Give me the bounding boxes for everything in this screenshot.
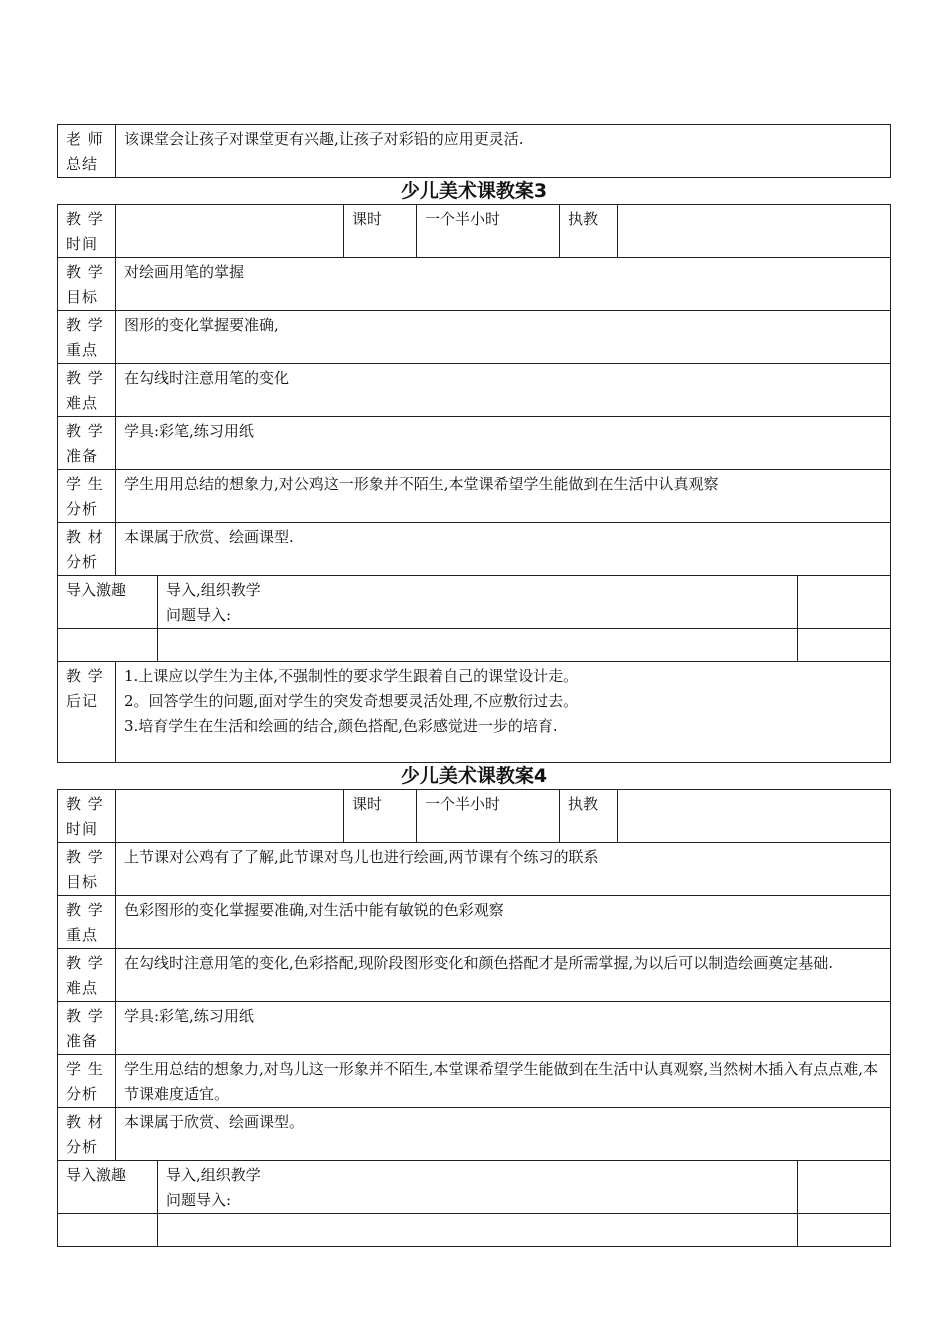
- plan3-table: [57, 204, 891, 576]
- plan4-title: 少儿美术课教案4: [400, 765, 548, 787]
- plan4-prep: 学具:彩笔,练习用纸: [116, 1002, 891, 1055]
- summary-text: 该课堂会让孩子对课堂更有兴趣,让孩子对彩铅的应用更灵活.: [116, 125, 891, 178]
- plan4-diff-label: 教 学 难点: [58, 949, 116, 1002]
- plan3-student: 学生用用总结的想象力,对公鸡这一形象并不陌生,本堂课希望学生能做到在生活中认真观察: [116, 470, 891, 523]
- plan3-time-value: [116, 205, 344, 258]
- plan3-after-line1: 1.上课应以学生为主体,不强制性的要求学生跟着自己的课堂设计走。: [124, 667, 579, 685]
- plan4-material: 本课属于欣赏、绘画课型。: [116, 1108, 891, 1161]
- plan4-intro-label: 导入激趣: [58, 1161, 158, 1214]
- plan3-after-line2: 2。回答学生的问题,面对学生的突发奇想要灵活处理,不应敷衍过去。: [124, 692, 579, 710]
- plan4-key: 色彩图形的变化掌握要准确,对生活中能有敏锐的色彩观察: [116, 896, 891, 949]
- document-page: [57, 124, 891, 1247]
- summary-label: 老 师 总结: [58, 125, 116, 178]
- plan4-intro-content: [158, 1161, 798, 1214]
- plan4-blank-cell-3: [798, 1214, 891, 1247]
- plan4-table: [57, 789, 891, 1161]
- plan4-student-label: 学 生 分析: [58, 1055, 116, 1108]
- plan3-blank-cell-1: [58, 629, 158, 662]
- plan4-intro-extra: [798, 1161, 891, 1214]
- plan4-teacher-value: [618, 790, 891, 843]
- plan3-teacher-label: 执教: [560, 205, 618, 258]
- plan4-goal: 上节课对公鸡有了了解,此节课对鸟儿也进行绘画,两节课有个练习的联系: [116, 843, 891, 896]
- plan4-time-label: 教 学 时间: [58, 790, 116, 843]
- plan4-key-label: 教 学 重点: [58, 896, 116, 949]
- plan3-intro-line2: 问题导入:: [166, 606, 232, 624]
- plan3-student-label: 学 生 分析: [58, 470, 116, 523]
- plan3-teacher-value: [618, 205, 891, 258]
- plan4-diff: 在勾线时注意用笔的变化,色彩搭配,现阶段图形变化和颜色搭配才是所需掌握,为以后可以制造绘画奠定基础.: [116, 949, 891, 1002]
- plan3-goal: 对绘画用笔的掌握: [116, 258, 891, 311]
- plan3-after-label: 教 学 后记: [58, 662, 116, 763]
- plan4-time-value: [116, 790, 344, 843]
- plan4-period-label: 课时: [344, 790, 417, 843]
- plan4-intro-line2: 问题导入:: [166, 1191, 232, 1209]
- plan4-material-label: 教 材 分析: [58, 1108, 116, 1161]
- plan3-material: 本课属于欣赏、绘画课型.: [116, 523, 891, 576]
- plan3-goal-label: 教 学 目标: [58, 258, 116, 311]
- plan3-time-label: 教 学 时间: [58, 205, 116, 258]
- plan3-intro-extra: [798, 576, 891, 629]
- plan3-intro-line1: 导入,组织教学: [166, 581, 261, 599]
- summary-table: [57, 124, 891, 178]
- plan3-intro-content: [158, 576, 798, 629]
- plan4-goal-label: 教 学 目标: [58, 843, 116, 896]
- plan3-diff: 在勾线时注意用笔的变化: [116, 364, 891, 417]
- plan4-teacher-label: 执教: [560, 790, 618, 843]
- plan3-prep: 学具:彩笔,练习用纸: [116, 417, 891, 470]
- plan3-blank-cell-3: [798, 629, 891, 662]
- plan4-period-value: 一个半小时: [417, 790, 560, 843]
- plan4-prep-label: 教 学 准备: [58, 1002, 116, 1055]
- plan4-student: 学生用总结的想象力,对鸟儿这一形象并不陌生,本堂课希望学生能做到在生活中认真观察,当然树木插入有点点难,本节课难度适宜。: [116, 1055, 891, 1108]
- plan3-blank-cell-2: [158, 629, 798, 662]
- plan3-after-content: [116, 662, 891, 763]
- plan3-title: 少儿美术课教案3: [400, 180, 548, 202]
- plan3-key-label: 教 学 重点: [58, 311, 116, 364]
- plan3-key: 图形的变化掌握要准确,: [116, 311, 891, 364]
- plan3-period-value: 一个半小时: [417, 205, 560, 258]
- plan3-after-table: [57, 661, 891, 763]
- plan3-material-label: 教 材 分析: [58, 523, 116, 576]
- plan4-intro-line1: 导入,组织教学: [166, 1166, 261, 1184]
- plan3-diff-label: 教 学 难点: [58, 364, 116, 417]
- plan4-blank-cell-1: [58, 1214, 158, 1247]
- plan3-prep-label: 教 学 准备: [58, 417, 116, 470]
- plan3-intro-table: [57, 575, 891, 662]
- plan3-after-line3: 3.培育学生在生活和绘画的结合,颜色搭配,色彩感觉进一步的培育.: [124, 717, 558, 735]
- plan3-period-label: 课时: [344, 205, 417, 258]
- plan4-intro-table: [57, 1160, 891, 1247]
- plan3-intro-label: 导入激趣: [58, 576, 158, 629]
- plan4-blank-cell-2: [158, 1214, 798, 1247]
